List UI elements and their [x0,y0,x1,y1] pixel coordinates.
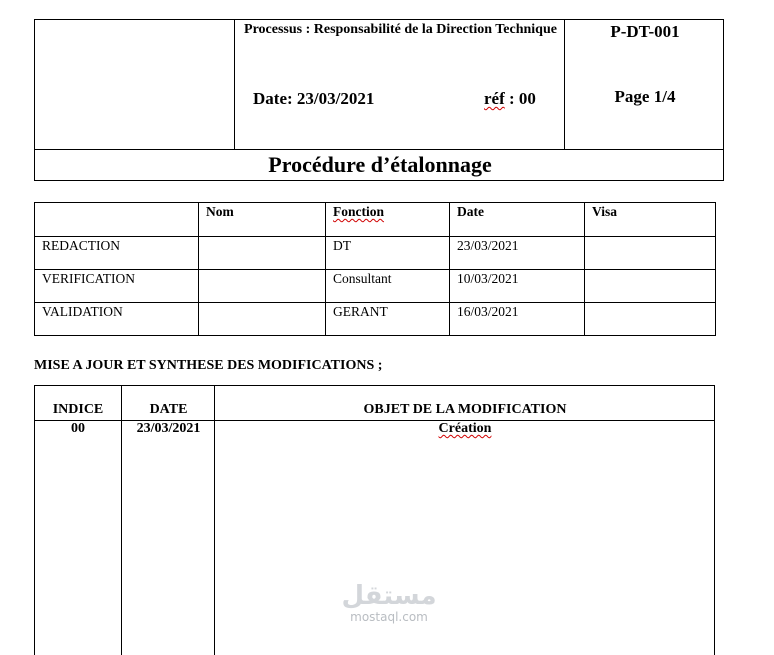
mods-object-text: Création [438,421,492,436]
approval-row [35,237,716,270]
approval-header-date: Date [450,203,585,237]
table-border-top [34,385,715,386]
mods-header-date: DATE [149,402,188,417]
approval-row [35,270,716,303]
page-title: Procédure d’étalonnage [268,152,492,177]
approval-name [199,270,326,303]
approval-row [35,303,716,336]
approval-header-visa: Visa [585,203,716,237]
approval-step: VERIFICATION [35,270,199,303]
approval-step: REDACTION [35,237,199,270]
fonction-label: Fonction [333,204,385,219]
section-title: MISE A JOUR ET SYNTHESE DES MODIFICATIONS ; [34,358,383,373]
approval-header-fonction [326,203,450,237]
approval-date: 10/03/2021 [450,270,585,303]
reference-word: réf [484,89,505,108]
approval-visa [585,303,716,336]
process-cell [234,19,565,150]
code-cell [564,19,724,150]
mods-header-object: OBJET DE LA MODIFICATION [363,402,567,417]
document-code: P-DT-001 [610,22,680,41]
approval-function: GERANT [326,303,450,336]
mods-indice: 00 [71,421,85,436]
page-number: Page 1/4 [614,87,676,106]
document-date: Date: 23/03/2021 [253,89,375,108]
approval-table [34,202,716,336]
approval-visa [585,270,716,303]
approval-name [199,303,326,336]
watermark [334,582,444,624]
mods-header-indice: INDICE [52,402,104,417]
reference [484,89,536,109]
approval-header-row [35,203,716,237]
title-cell [34,149,724,181]
mods-object [215,421,715,437]
mods-date: 23/03/2021 [136,421,201,436]
watermark-text: mostaql.com [350,610,428,624]
approval-name [199,237,326,270]
approval-date: 23/03/2021 [450,237,585,270]
approval-header-nom: Nom [199,203,326,237]
approval-visa [585,237,716,270]
approval-step: VALIDATION [35,303,199,336]
logo-cell [34,19,235,150]
reference-value: : 00 [504,89,536,108]
process-title: Processus : Responsabilité de la Direction Technique [244,22,557,37]
approval-function: Consultant [326,270,450,303]
approval-function: DT [326,237,450,270]
approval-header-cell [35,203,199,237]
approval-date: 16/03/2021 [450,303,585,336]
watermark-logo: مستقل [341,581,437,611]
